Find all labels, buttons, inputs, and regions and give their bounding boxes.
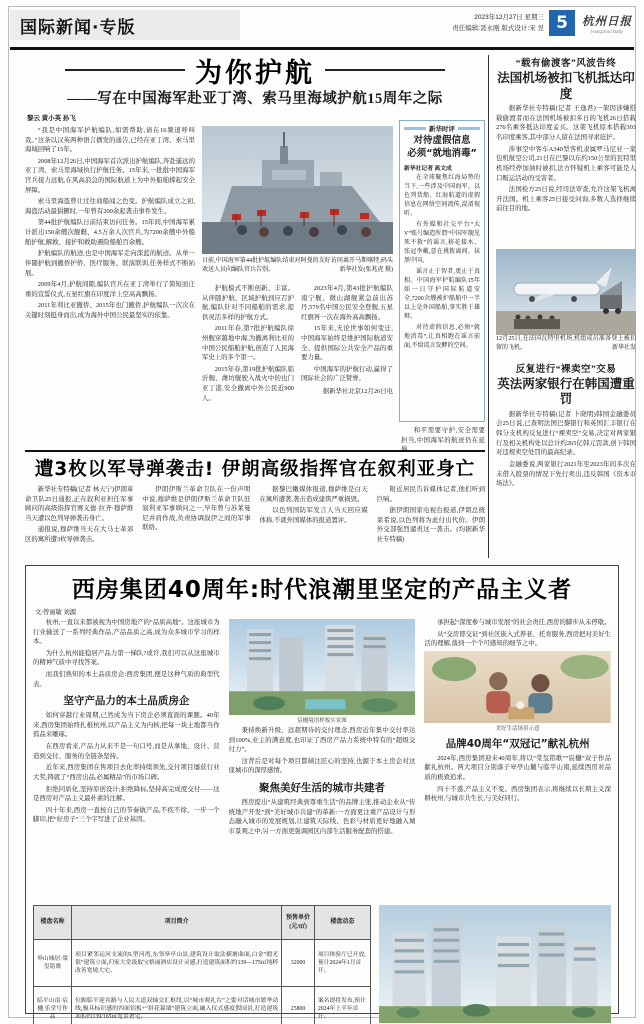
paragraph: 在全球聚焦红海局势的当下,一些涉及中国海军、以色列货船、红海航道的虚假信息在网络空间流传,混淆视听。 <box>404 174 480 217</box>
sidebar-photo-caption <box>496 335 636 352</box>
iran-headline: 遭3枚以军导弹袭击! 伊朗高级指挥官在叙利亚身亡 <box>34 459 476 480</box>
paragraph: “我是中国海军护航编队,如需帮助,请在16频道呼叫我。”这条以汉英两种语言播发的通告,已经在亚丁湾、索马里海域回响了15年。 <box>25 127 195 154</box>
paragraph: 这背后是对每个项目都倾注匠心的坚持,也源于本土房企对这座城市的深厚感情。 <box>228 757 416 775</box>
commentary-body <box>404 174 480 351</box>
ad-subhead-2: 聚焦美好生活的城市共建者 <box>259 782 385 795</box>
sidebar-b-title: 英法两家银行在韩国遭重罚 <box>497 375 635 407</box>
lead-photo-caption <box>202 257 393 274</box>
paragraph: 据黎巴嫩媒体报道,穆萨维是白天在寓所遭袭,袭击造成建筑严重损毁。 <box>259 486 368 503</box>
sidebar-caption-text: 12月25日,在法国瓦特里机场,机组成员准备登上被扣留的飞机。 <box>496 336 636 351</box>
iran-columns <box>25 485 485 559</box>
commentary-title <box>404 135 480 161</box>
paper-name: 杭州日报 <box>582 15 632 28</box>
commentary-box <box>399 120 485 422</box>
headline-rule-left <box>65 69 185 71</box>
lead-column-a <box>202 284 294 456</box>
lead-headline-row <box>25 55 485 89</box>
iran-column-2 <box>142 485 250 559</box>
lead-article <box>25 55 485 454</box>
ad-column-3 <box>424 618 611 901</box>
table-cell-name: 皋山城居·棠玺铭歌 <box>34 940 72 986</box>
paragraph: 金融委说,两家银行2021年至2023年间多次在未借入股票的情况下先行卖出,违反韩国《资本市场法》。 <box>496 460 636 488</box>
table-cell-price: 32000 <box>282 940 315 986</box>
paragraph: 据新华社专特稿(记者 卜晓明)韩国金融委员会25日说,已查明法国巴黎银行和英国汇丰银行在韩分支机构反复进行“裸卖空”交易,决定对两家银行及相关机构处以总计约265亿韩元罚款,创下韩国对违规卖空处罚的最高纪录。 <box>496 410 636 457</box>
paragraph: 15年来,无论世事如何变迁,中国海军始终是维护国际航道安全、提供国际公共安全产品的重要力量。 <box>301 325 393 362</box>
paragraph: 中国海军的护航行动,赢得了国际社会的广泛赞誉。 <box>301 365 393 383</box>
ad-bottom-row <box>33 905 611 1024</box>
sidebar-b-body <box>496 410 636 550</box>
section-band <box>10 10 240 40</box>
ad-headline: 西房集团40周年:时代浪潮里坚定的产品主义者 <box>71 577 573 603</box>
lead-closing: 据新华社北京12月26日电 <box>322 388 393 396</box>
ad-col1-body <box>33 711 220 825</box>
caption-credit: 新华社发(张兆虎 摄) <box>339 266 393 273</box>
paragraph: 西房提出“从建筑经典到尊重生活”的品牌主张,推动企业从“传统地产开发”到“美好城市共建”的革新:一方面更注重产品设计与形态融入城市的发展规划,让建筑天际线、色彩与材质更好地融入城市景观之中;另一方面更强调园区内部生活服务配套的搭建。 <box>228 799 416 835</box>
commentary-title-line2: 必须“就地消毒” <box>407 147 477 159</box>
paragraph: 2009年4月,护航间隙,编队官兵在亚丁湾举行了简短而庄重的宣誓仪式,五星红旗在印度洋上空高高飘扬。 <box>25 281 195 298</box>
commentary-tag: 新华时评 <box>429 126 455 133</box>
paragraph: 护航模式不断创新、丰富。从伴随护航、区域护航到应召护航,编队针对不同船舶的需求,提供灵活多样的护航方式。 <box>202 285 294 321</box>
masthead-right <box>452 10 634 36</box>
paragraph: 对待虚假信息,必须“就地消毒”,让真相跑在谣言前面,不给谎言发酵的空间。 <box>404 324 480 349</box>
iran-column-1 <box>25 485 133 559</box>
sidebar-b-kicker: 反复进行“裸卖空”交易 <box>515 364 617 375</box>
iran-column-4 <box>377 485 485 559</box>
ad-column-2 <box>229 618 416 901</box>
lifestyle-caption: 美好生活场景示意 <box>495 725 540 732</box>
paragraph: 四十年来,西房一直按自己的节奏做产品,不疾不徐、一步一个脚印,把“好房子”三个字写进了企业基因。 <box>33 806 220 824</box>
sidebar-a-body <box>496 104 636 246</box>
paragraph: 在西房看来,产品力从来不是一句口号,而是从拿地、设计、营造到交付、服务的全链条坚持。 <box>33 743 220 760</box>
commentary-byline: 新华社记者 高文成 <box>404 165 452 172</box>
lead-headline: 为你护航 <box>195 57 315 89</box>
paragraph: 2024年,西房集团迎来40周年,将以“棠玺铭歌”“宸樾”双子作品献礼杭州。两大项目分别落子皋亭山麓与临平山南,延续西房对品质的极致追求。 <box>424 754 611 782</box>
render-caption: 宸樾境语样板实景图 <box>297 718 347 724</box>
paragraph: 2008年12月26日,中国海军首次派出护航编队,奔赴遥远的亚丁湾、索马里海域执行护航任务。15年来,一批批中国海军官兵接力远航,在风高浪急的国际航道上为中外船舶撑起安全屏障。 <box>25 157 195 194</box>
paragraph: 承担起“深度参与城市发展”的社会责任,西房的脚步从未停歇。 <box>437 619 611 626</box>
table-header: 项目简介 <box>72 906 282 940</box>
paragraph: 涉事空中客车A340型客机隶属罗马尼亚一家包机航空公司,21日在巴黎以东约150公里的瓦特里机场经停加油时被扣,法方怀疑机上乘客可能是人口贩运活动的受害者。 <box>496 145 636 182</box>
ad-intro <box>33 618 220 689</box>
xifang-special-section <box>25 565 619 1021</box>
section-title: 国际新闻·专版 <box>20 17 136 38</box>
lead-byline: 黎云 黄小英 孙飞 <box>27 115 76 122</box>
paragraph: 伊朗伊斯兰革命卫队在一份声明中说,穆萨维是伊朗伊斯兰革命卫队驻叙利亚军事顾问之一,早年曾与苏莱曼尼并肩作战,负责协调叙伊之间的军事联络。 <box>142 486 251 532</box>
table-row <box>34 986 371 1024</box>
paragraph: 从“交房即交证”到社区嵌入式养老、托育服务,西房把对美好生活的理解,落到一个个可感知的细节之中。 <box>424 630 611 648</box>
caption-text: 日前,中国海军第44批护航编队结束对阿曼的友好访问离开马斯喀特,码头欢送人员向编队官兵告别。 <box>202 258 393 273</box>
project-render-photo <box>229 619 416 715</box>
ad-col3-body2 <box>424 754 611 804</box>
table-cell-intro: 位踞临平迎宾路与人民大道双轴交汇枢纽,以“城市观礼台”之姿对话城市繁华动线,极具标识感的四面铝板+“拼花幕墙”建筑立面,融入仪式感度假园景,打造建筑面积约139/165㎡宽景奢宅。 <box>72 986 282 1024</box>
paragraph: 如何穿越行业周期,已然成为当下房企必须直面的课题。40年来,西房集团始终扎根杭州,以产品主义为内核,把每一块土地都当作孤品来雕琢。 <box>33 712 220 739</box>
paragraph: 索马里海盗曾让过往商船闻之色变。护航编队成立之初,海盗活动最猖獗时,一年曾有200余起袭击事件发生。 <box>25 198 195 215</box>
table-header: 楼盘名称 <box>34 906 72 940</box>
paragraph: 秉持焕新升级、远超期待的交付理念,西房近年集中交付率达到100%,业主的满意度,也印证了西房产品力系统中特有的“超级交付力”。 <box>228 727 416 754</box>
masthead-date: 2023年12月27日 星期三 <box>474 13 544 21</box>
masthead <box>10 8 634 44</box>
paragraph: 四十不惑,产品主义不变。西房集团表示,将继续以长期主义深耕杭州,与城市共生长,与美好同行。 <box>424 785 611 803</box>
paragraph: 2015年春,第19批护航编队临沂舰、潍坊舰驶入战火中的也门亚丁港,安全撤离中外公民近900人。 <box>202 365 294 402</box>
headline-rule-right <box>325 69 445 71</box>
lead-body <box>25 126 485 456</box>
masthead-rule <box>10 47 634 50</box>
lead-subtitle: ——写在中国海军赴亚丁湾、索马里海域护航15周年之际 <box>67 91 443 107</box>
paragraph: 据新华社专特稿(记者 王逸君)一架因涉嫌搭载偷渡者而在法国机场被扣多日的飞机26日搭载276名乘客抵达印度孟买。这架飞机原本搭载303名印度乘客,其中部分人留在法国寻求庇护。 <box>496 105 636 142</box>
main-render-block <box>379 905 611 1024</box>
commentary-title-line1: 对待虚假信息 <box>413 135 471 146</box>
paragraph: 拒绝同质化,坚持原创设计;拒绝降标,坚持高完成度交付——这是西房对产品主义最朴素的注解。 <box>33 785 220 803</box>
ad-col3-body <box>424 618 611 649</box>
paragraph: 2011年利比亚撤侨、2015年也门撤侨,护航编队一次次在关键时刻挺身而出,成为海外中国公民最坚实的依靠。 <box>25 302 195 319</box>
table-cell-name: 临平山南·宸樾 乐堂号作品 <box>34 986 72 1024</box>
paper-name-en: Hangzhou Daily <box>591 28 623 34</box>
paragraph: 第44批护航编队日前结束访问任务。15年间,中国海军累计派出150余艘次舰艇、4.5万余人次官兵,为7200余艘中外船舶护航,解救、接护和救助遇险船舶百余艘。 <box>25 219 195 246</box>
project-table <box>33 905 371 1024</box>
commentary-tag-row <box>404 124 480 133</box>
paragraph: 而我们熟知的本土品质房企:西房集团,便是这种气质的典型代表。 <box>33 671 220 688</box>
ad-col2-body2 <box>229 798 416 836</box>
table-cell-price: 25800 <box>282 986 315 1024</box>
page-number: 5 <box>549 10 575 36</box>
lead-column-left <box>25 126 195 456</box>
ad-col2-body <box>229 726 416 776</box>
airplane-photo <box>496 249 636 335</box>
ad-byline: 文/曾丽敏 刘源 <box>35 609 77 616</box>
iran-article <box>25 450 485 558</box>
paragraph: 为什么杭州能稳居产品力第一梯队?或许,我们可以从这座城市的精神气质中寻找答案。 <box>33 649 220 667</box>
paragraph: 附近居民告诉媒体记者,他们听到巨响。 <box>376 486 485 503</box>
table-cell-status: 案名即将发布,预计2024年上半年首开。 <box>314 986 370 1024</box>
paragraph: 新华社专特稿(记者 林天宁)伊朗革命卫队25日通报,正在叙利亚担任军事顾问的高级指挥官赛义德·拉齐·穆萨维当天遭以色列导弹袭击身亡。 <box>25 486 134 522</box>
table-row <box>34 940 371 986</box>
paragraph: 通报说,穆萨维当天在大马士革郊区的寓所遭3枚导弹袭击。 <box>25 526 134 544</box>
sidebar-a-kicker: “载有偷渡客”风波告终 <box>515 59 617 69</box>
paragraph: 法国检方25日说,经司法审查,允许这架飞机离开法国。机上乘客25日接受问询,多数人选择继续前往目的地。 <box>496 186 636 213</box>
paragraph: 有外媒和社交平台“大V”账号编造所谓“中国军舰见死不救”的谣言,移花接木、张冠李戴,意在挑拨离间、抹黑中国。 <box>404 221 480 264</box>
tag-bar-left <box>404 127 426 130</box>
iran-column-3 <box>260 485 368 559</box>
sidebar-caption-credit: 新华社发 <box>611 344 636 351</box>
masthead-meta <box>452 12 544 34</box>
sidebar-a-title: 法国机场被扣飞机抵达印度 <box>497 70 635 101</box>
lead-column-b-text <box>301 284 393 384</box>
lead-column-b <box>301 284 393 456</box>
paragraph: 和平需要守护,安全需要担当,中国海军的航迹仍在延伸。 <box>401 427 485 454</box>
ad-column-1 <box>33 618 220 901</box>
ad-columns <box>33 618 611 901</box>
main-render-photo <box>379 905 611 1023</box>
paragraph: 2023年4月,第43批护航编队南宁舰、微山湖舰紧急前出苏丹,579名中国公民安全登舰,五星红旗再一次在海外高高飘扬。 <box>301 285 393 321</box>
paper-logo <box>580 13 634 34</box>
table-cell-intro: 项目紧邻运河支流的L型河湾,东邻皋亭山景,建筑设计取法横塘曲面,白金“缎光银”建筑立面,归家大堂汲取宝格丽酒店设计灵感,打造建筑面积约139—175㎡纯粹改善宽境大宅。 <box>72 940 282 986</box>
lifestyle-photo <box>424 651 611 723</box>
paragraph: 2011年春,第7批护航编队徐州舰穿越地中海,为撤离利比亚的中国公民船舶护航,创造了人民海军史上的多个第一。 <box>202 325 294 362</box>
paragraph: 以色列国防军发言人当天回应媒体称,不就外国媒体的报道置评。 <box>259 507 368 524</box>
paragraph: 据伊朗国家电视台报道,伊朗总统莱希说,以色列将为此付出代价。伊朗外交部强烈谴责这一袭击。(均据新华社专特稿) <box>376 507 485 544</box>
table-cell-status: 项目体验厅已开放,预计2024年1月首开。 <box>314 940 370 986</box>
paragraph: 近年来,西房集团在售项目去化率持续领先,交付项目屡获行业大奖,铸就了“西房出品,必属精品”的市场口碑。 <box>33 764 220 781</box>
ad-subhead-1: 坚守产品力的本土品质房企 <box>63 695 190 708</box>
paragraph: 护航编队的航迹,也是中国海军走向深蓝的航迹。从单一伴随护航到撤侨护侨、医疗服务、联演联训,任务样式不断拓展。 <box>25 250 195 277</box>
table-header: 楼盘动态 <box>314 906 370 940</box>
ad-subhead-3: 品牌40周年“双冠记”献礼杭州 <box>445 737 590 750</box>
right-sidebar <box>496 55 636 560</box>
column-divider <box>488 55 489 558</box>
ship-photo <box>202 126 393 254</box>
tag-bar-right <box>458 127 480 130</box>
paragraph: 杭州,一直以来都被视为中国房地产的“品质高地”。这座城市为行业输送了一系列经典作品,产品品质之高,成为众多城市学习的样本。 <box>33 619 220 646</box>
masthead-editors: 责任编辑:聂永刚 版式设计:宋 昱 <box>452 25 544 32</box>
table-header: 预售单价(元/㎡) <box>282 906 315 940</box>
paragraph: 谣言止于智者,更止于真相。中国海军护航编队15年如一日守护国际航道安全,7200余艘被护船舶中一半以上是外国船舶,事实胜于雄辩。 <box>404 268 480 320</box>
